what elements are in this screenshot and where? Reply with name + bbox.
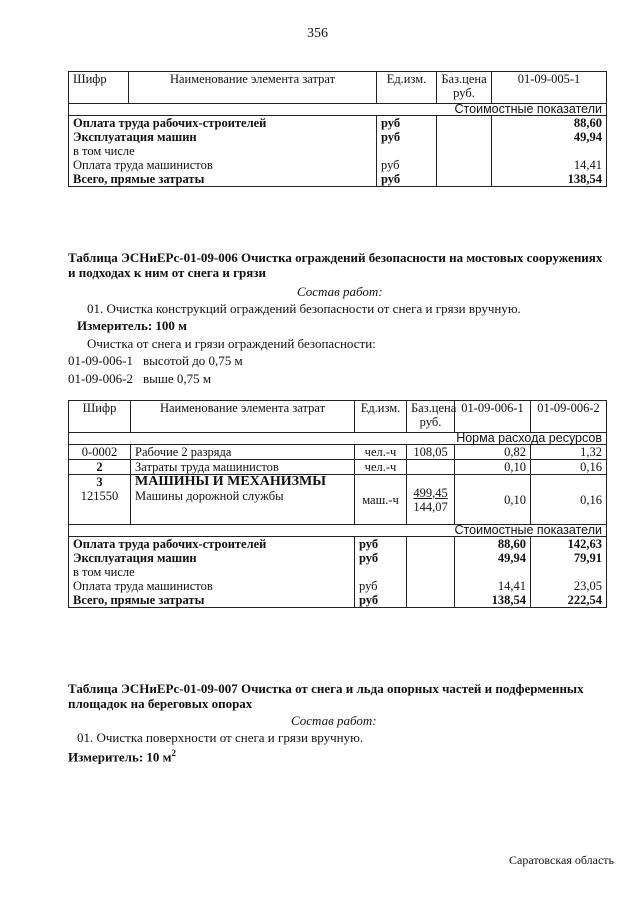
header-name: Наименование элемента затрат bbox=[129, 72, 377, 104]
table-row: Оплата труда рабочих-строителей руб 88,60 bbox=[69, 116, 607, 131]
cost-label: Стоимостные показатели bbox=[69, 525, 607, 537]
section-label: Стоимостные показатели bbox=[69, 104, 607, 116]
variant-text: выше 0,75 м bbox=[143, 371, 212, 386]
header-name: Наименование элемента затрат bbox=[131, 401, 355, 433]
norm-label: Норма расхода ресурсов bbox=[69, 433, 607, 445]
meter: Измеритель: 10 $м^2$ bbox=[68, 748, 177, 765]
description: Очистка от снега и грязи ограждений безопасности: bbox=[87, 336, 376, 351]
table-01-09-006 bbox=[68, 400, 607, 608]
header-col-2: 01-09-006-2 bbox=[531, 401, 607, 433]
header-code: Шифр bbox=[69, 72, 129, 104]
work-heading: Состав работ: bbox=[297, 284, 383, 299]
table-row: Оплата труда машинистов руб 14,41 bbox=[69, 158, 607, 172]
meter: Измеритель: 100 м bbox=[77, 318, 188, 333]
header-price: Баз.цена руб. bbox=[407, 401, 455, 433]
variant-text: высотой до 0,75 м bbox=[143, 353, 243, 368]
table-row: Всего, прямые затраты руб 138,54 222,54 bbox=[69, 593, 607, 608]
table-row: в том числе bbox=[69, 144, 607, 158]
work-item: 01. Очистка поверхности от снега и грязи вручную. bbox=[77, 730, 364, 745]
table-row: Эксплуатация машин руб 49,94 bbox=[69, 130, 607, 144]
header-col-1: 01-09-006-1 bbox=[455, 401, 531, 433]
header-code: Шифр bbox=[69, 401, 131, 433]
header-col-1: 01-09-005-1 bbox=[492, 72, 607, 104]
work-heading: Состав работ: bbox=[291, 713, 377, 728]
footer-region: Саратовская область bbox=[509, 853, 615, 867]
page-number: 356 bbox=[307, 26, 328, 41]
table-row: Оплата труда машинистов руб 14,41 23,05 bbox=[69, 579, 607, 593]
section-title: Таблица ЭСНиЕРс-01-09-006 Очистка ограждений безопасности на мостовых сооружениях bbox=[68, 250, 603, 265]
table-row: 0-0002 Рабочие 2 разряда чел.-ч 108,05 0,82 1,32 bbox=[69, 445, 607, 460]
table-row: Всего, прямые затраты руб 138,54 bbox=[69, 172, 607, 187]
table-row: Оплата труда рабочих-строителей руб 88,60 142,63 bbox=[69, 537, 607, 552]
section-title: Таблица ЭСНиЕРс-01-09-007 Очистка от снега и льда опорных частей и подферменных bbox=[68, 681, 584, 696]
section-title-cont: и подходах к ним от снега и грязи bbox=[68, 265, 266, 280]
variant-code: 01-09-006-1 bbox=[68, 353, 133, 368]
table-row: Эксплуатация машин руб 49,94 79,91 bbox=[69, 551, 607, 565]
work-item: 01. Очистка конструкций ограждений безопасности от снега и грязи вручную. bbox=[87, 301, 521, 316]
header-price: Баз.цена руб. bbox=[437, 72, 492, 104]
variant-code: 01-09-006-2 bbox=[68, 371, 133, 386]
table-row-machines: 3 121550 МАШИНЫ И МЕХАНИЗМЫ Машины дорожной службы маш.-ч 499,45 144,07 0,10 0,16 bbox=[69, 475, 607, 525]
table-row: 2 Затраты труда машинистов чел.-ч 0,10 0,16 bbox=[69, 460, 607, 475]
header-unit: Ед.изм. bbox=[355, 401, 407, 433]
table-row: в том числе bbox=[69, 565, 607, 579]
header-unit: Ед.изм. bbox=[377, 72, 437, 104]
table-01-09-005 bbox=[68, 71, 607, 187]
section-title-cont: площадок на береговых опорах bbox=[68, 696, 253, 711]
